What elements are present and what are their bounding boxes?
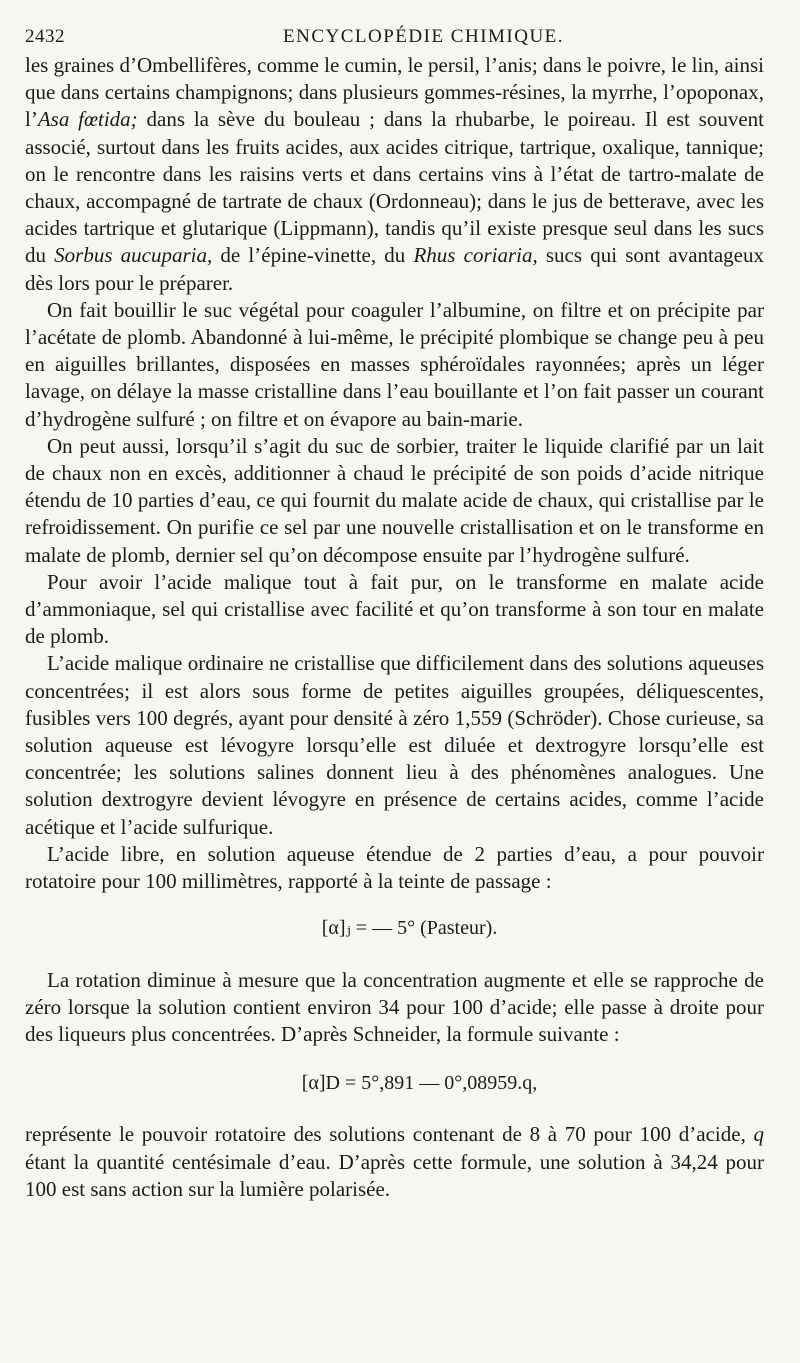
formula-pasteur: [α]ⱼ = — 5° (Pasteur).: [321, 917, 498, 940]
text-run: représente le pouvoir rotatoire des solutions contenant de 8 à 70 pour 100 d’acide,: [25, 1122, 754, 1147]
page-number: 2432: [25, 26, 65, 47]
paragraph-2: On fait bouillir le suc végétal pour coaguler l’albumine, on filtre et on précipite par l’acétate de plomb. Abandonné à lui-même, le précipité plombique se change peu à peu en aiguilles brillantes, disposées en masses sphéroïdales rayonnées; après un léger lavage, on délaye la masse cristalline dans l’eau bouillante et l’on fait passer un courant d’hydrogène sulfuré ; on filtre et on évapore au bain-marie.: [25, 297, 764, 431]
italic-term: Sorbus aucuparia,: [54, 243, 213, 268]
text-run: de l’épine-vinette, du: [212, 243, 414, 268]
paragraph-4: Pour avoir l’acide malique tout à fait pur, on le transforme en malate acide d’ammoniaque, sel qui cristallise avec facilité et qu’on transforme à son tour en malate de plomb.: [25, 569, 764, 649]
italic-term: Asa fœtida;: [37, 107, 138, 132]
italic-variable: q: [753, 1122, 764, 1147]
paragraph-1: [25, 52, 764, 297]
paragraph-6: L’acide libre, en solution aqueuse étendue de 2 parties d’eau, a pour pouvoir rotatoire pour 100 millimètres, rapporté à la teinte de passage :: [25, 841, 764, 894]
text-run: les graines d’Ombellifères, comme le cumin, le persil, l’anis; dans le poivre, le lin, ainsi que dans certains champignons; dans plusieurs gommes-résines, la myrrhe, l’opoponax, l’: [25, 53, 764, 132]
running-head: [25, 20, 764, 52]
italic-term: Rhus coriaria,: [413, 243, 538, 268]
paragraph-3: On peut aussi, lorsqu’il s’agit du suc de sorbier, traiter le liquide clarifié par un lait de chaux non en excès, additionner à chaud le précipité de son poids d’acide nitrique étendu de 10 parties d’eau, ce qui fournit du malate acide de chaux, qui cristallise par le refroidissement. On purifie ce sel par une nouvelle cristallisation et on le transforme en malate de plomb, dernier sel qu’on décompose ensuite par l’hydrogène sulfuré.: [25, 433, 764, 567]
body-text: [25, 52, 764, 1203]
paragraph-7: La rotation diminue à mesure que la concentration augmente et elle se rapproche de zéro lorsque la solution contient environ 34 pour 100 d’acide; elle passe à droite pour des liqueurs plus concentrées. D’après Schneider, la formule suivante :: [25, 967, 764, 1046]
text-run: dans la sève du bouleau ; dans la rhubarbe, le poireau. Il est souvent associé, surtout dans les fruits acides, aux acides citrique, tartrique, oxalique, tannique; on le rencontre dans les raisins verts et dans certains vins à l’état de tartro-malate de chaux, accompagné de tartrate de chaux (Ordonneau); dans le jus de betterave, avec les acides tartrique et glutarique (Lippmann), tandis qu’il existe presque seul dans les sucs du: [25, 107, 764, 268]
paragraph-5: L’acide malique ordinaire ne cristallise que difficilement dans des solutions aqueuses concentrées; il est alors sous forme de petites aiguilles groupées, déliquescentes, fusibles vers 100 degrés, ayant pour densité à zéro 1,559 (Schröder). Chose curieuse, sa solution aqueuse est lévogyre lorsqu’elle est diluée et dextrogyre lorsqu’elle est concentrée; les solutions salines donnent lieu à des phénomènes analogues. Une solution dextrogyre devient lévogyre en présence de certains acides, comme l’acide acétique et l’acide sulfurique.: [25, 651, 764, 839]
paragraph-8: [25, 1121, 764, 1203]
running-title: ENCYCLOPÉDIE CHIMIQUE.: [283, 26, 565, 47]
text-run: sucs qui sont avantageux dès lors pour le préparer.: [25, 243, 765, 295]
formula-schneider: [α]D = 5°,891 — 0°,08959.q,: [301, 1072, 538, 1095]
text-run: étant la quantité centésimale d’eau. D’après cette formule, une solution à 34,24 pour 100 est sans action sur la lumière polarisée.: [25, 1149, 764, 1201]
